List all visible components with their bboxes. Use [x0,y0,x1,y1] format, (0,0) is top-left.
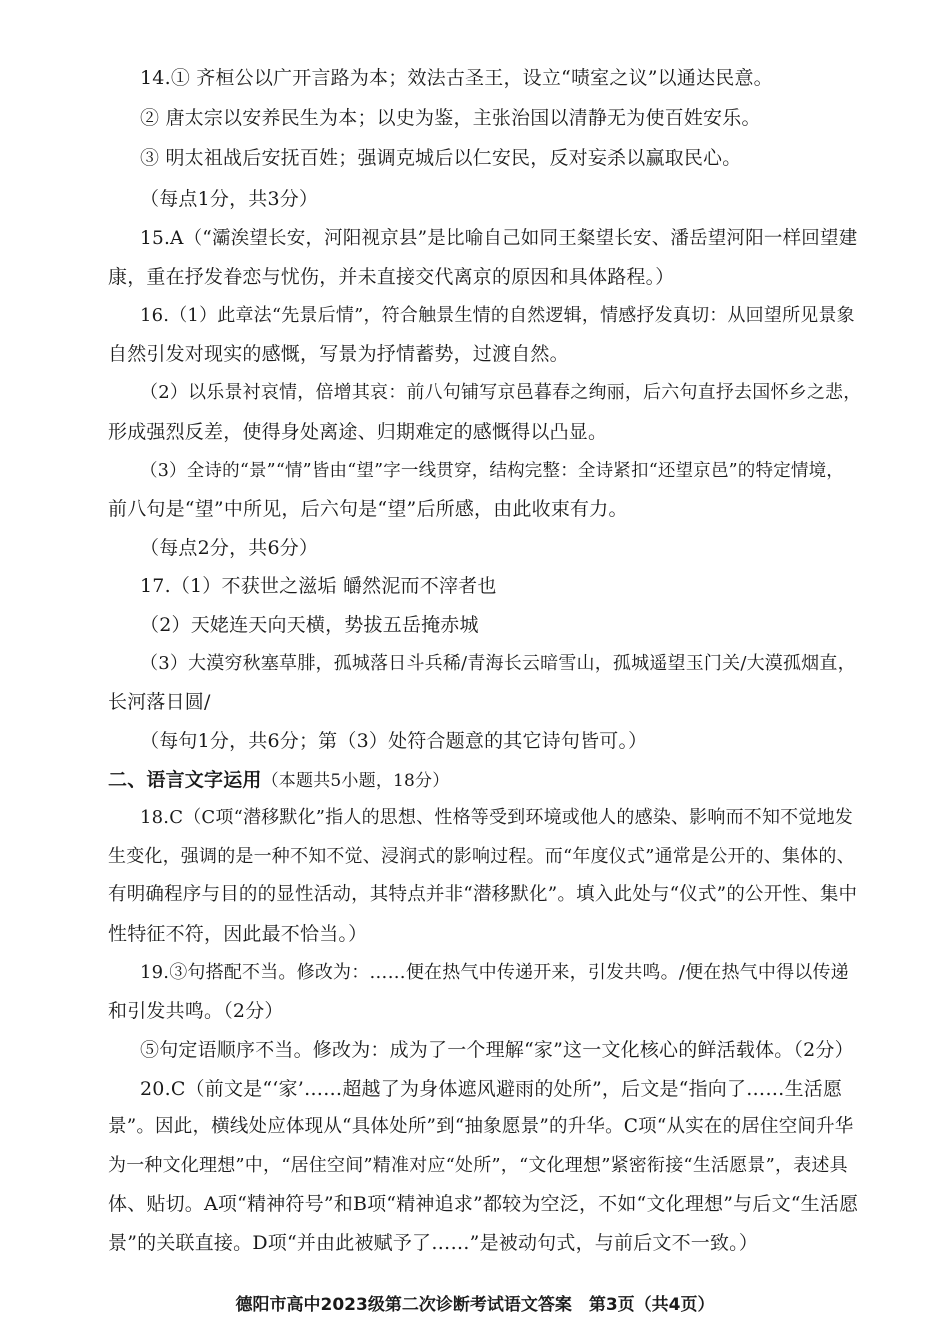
answer-20-line-5: 景”的关联直接。D项“并由此被赋予了……”是被动句式，与前后文不一致。） [108,1232,759,1254]
answer-18-line-1: 18.C（C项“潜移默化”指人的思想、性格等受到环境或他人的感染、影响而不知不觉地发 [140,807,853,828]
answer-16-2-line-2: 形成强烈反差，使得身处离途、归期难定的感慨得以凸显。 [108,421,608,443]
answer-18-line-4: 性特征不符，因此最不恰当。） [108,923,368,945]
answer-16-3-line-2: 前八句是“望”中所见，后六句是“望”后所感，由此收束有力。 [108,498,628,520]
answer-20-line-3: 为一种文化理想”中，“居住空间”精准对应“处所”，“文化理想”紧密衔接“生活愿景”，表述具 [108,1155,848,1176]
answer-18-line-2: 生变化，强调的是一种不知不觉、浸润式的影响过程。而“年度仪式”通常是公开的、集体的、 [108,846,855,867]
answer-16-3-line-1: （3）全诗的“景”“情”皆由“望”字一线贯穿，结构完整：全诗紧扣“还望京邑”的特定情境， [140,461,845,481]
answer-17-3-line-2: 长河落日圆/ [108,691,211,713]
answer-19-point-5: ⑤句定语顺序不当。修改为：成为了一个理解“家”这一文化核心的鲜活载体。（2分） [140,1039,854,1061]
answer-14-point-1: 14.① 齐桓公以广开言路为本；效法古圣王，设立“啧室之议”以通达民意。 [140,67,773,89]
scoring-note-16: （每点2分，共6分） [140,537,319,559]
scoring-note-17: （每句1分，共6分；第（3）处符合题意的其它诗句皆可。） [140,730,648,752]
answer-17-3-line-1: （3）大漠穷秋塞草腓，孤城落日斗兵稀/青海长云暗雪山，孤城遥望玉门关/大漠孤烟直， [140,653,856,674]
section-note: （本题共5小题，18分） [261,771,450,791]
answer-20-line-2: 景”。因此，横线处应体现从“具体处所”到“抽象愿景”的升华。C项“从实在的居住空间升华 [108,1116,854,1137]
section-heading [108,768,449,793]
answer-19-line-2: 和引发共鸣。（2分） [108,1000,284,1022]
section-title: 二、语言文字运用 [108,769,262,791]
answer-16-1-line-1: 16.（1）此章法“先景后情”，符合触景生情的自然逻辑，情感抒发真切：从回望所见景象 [140,305,855,326]
scoring-note-14: （每点1分，共3分） [140,188,319,210]
answer-14-point-3: ③ 明太祖战后安抚百姓；强调克城后以仁安民，反对妄杀以赢取民心。 [140,147,742,169]
answer-20-line-4: 体、贴切。A项“精神符号”和B项“精神追求”都较为空泛，不如“文化理想”与后文“生活愿 [108,1193,859,1215]
answer-19-line-1: 19.③句搭配不当。修改为：……便在热气中传递开来，引发共鸣。/便在热气中得以传递 [140,962,849,983]
answer-16-2-line-1: （2）以乐景衬哀情，倍增其哀：前八句铺写京邑暮春之绚丽，后六句直抒去国怀乡之悲， [140,382,862,403]
answer-16-1-line-2: 自然引发对现实的感慨，写景为抒情蓄势，过渡自然。 [108,343,569,365]
answer-15-line-1: 15.A（“灞涘望长安，河阳视京县”是比喻自己如同王粲望长安、潘岳望河阳一样回望建 [140,228,858,249]
page-footer: 德阳市高中2023级第二次诊断考试语文答案 第3页（共4页） [235,1295,715,1315]
answer-20-line-1: 20.C（前文是“‘家’……超越了为身体遮风避雨的处所”，后文是“指向了……生活愿 [140,1078,843,1100]
answer-18-line-3: 有明确程序与目的的显性活动，其特点并非“潜移默化”。填入此处与“仪式”的公开性、集中 [108,884,858,905]
answer-17-2: （2）天姥连天向天横，势拔五岳掩赤城 [140,614,479,636]
answer-15-line-2: 康，重在抒发眷恋与忧伤，并未直接交代离京的原因和具体路程。） [108,266,675,288]
answer-14-point-2: ② 唐太宗以安养民生为本；以史为鉴，主张治国以清静无为使百姓安乐。 [140,107,761,129]
answer-17-1: 17.（1）不获世之滋垢 皭然泥而不滓者也 [140,575,497,597]
